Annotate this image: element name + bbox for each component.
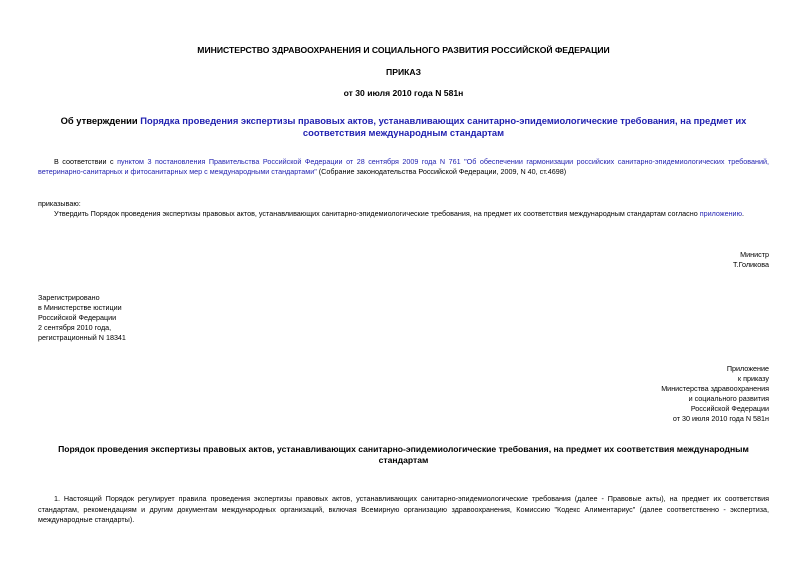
order-subject-prefix: Об утверждении	[60, 115, 141, 126]
appendix-header-block	[661, 364, 769, 424]
order-heading: ПРИКАЗ	[386, 67, 421, 77]
procedure-link[interactable]: Порядка проведения экспертизы правовых актов, устанавливающих санитарно-эпидемиологические требования, на предмет их соответствия международным стандартам	[140, 115, 747, 138]
signer-title: Министр	[740, 250, 769, 259]
registration-block	[38, 293, 126, 343]
appendix-line: Приложение	[726, 364, 769, 373]
signature-block	[733, 250, 769, 270]
government-decree-link[interactable]: пунктом 3 постановления Правительства Российской Федерации от 28 сентября 2009 года N 761 "Об обеспечении гармонизации российских санитарно-эпидемиологических требований, ветеринарно-санитарных и фитосанитарных мер с международными стандартами"	[38, 157, 770, 176]
orders-word: приказываю:	[38, 199, 81, 208]
registration-line: 2 сентября 2010 года,	[38, 323, 112, 332]
appendix-line: Российской Федерации	[690, 404, 769, 413]
appendix-line: от 30 июля 2010 года N 581н	[672, 414, 769, 423]
legal-basis-source: (Собрание законодательства Российской Федерации, 2009, N 40, ст.4698)	[316, 167, 567, 176]
registration-line: Зарегистрировано	[38, 293, 100, 302]
registration-line: регистрационный N 18341	[38, 333, 126, 342]
approve-text: Утвердить Порядок проведения экспертизы правовых актов, устанавливающих санитарно-эпидемиологические требования, на предмет их соответствия международным стандартам согласно	[54, 209, 700, 218]
legal-basis-paragraph	[38, 157, 769, 177]
legal-basis-prefix: В соответствии с	[54, 157, 118, 166]
appendix-link[interactable]: приложению	[699, 209, 742, 218]
approve-end: .	[741, 209, 744, 218]
registration-line: Российской Федерации	[38, 313, 117, 322]
approve-paragraph	[38, 209, 769, 218]
signer-name: Т.Голикова	[732, 260, 769, 269]
appendix-line: и социального развития	[688, 394, 769, 403]
order-date-number: от 30 июля 2010 года N 581н	[343, 88, 464, 98]
ministry-heading: МИНИСТЕРСТВО ЗДРАВООХРАНЕНИЯ И СОЦИАЛЬНОГО РАЗВИТИЯ РОССИЙСКОЙ ФЕДЕРАЦИИ	[197, 45, 610, 55]
order-subject-heading	[40, 115, 767, 139]
appendix-line: к приказу	[737, 374, 769, 383]
procedure-title: Порядок проведения экспертизы правовых актов, устанавливающих санитарно-эпидемиологические требования, на предмет их соответствия международным стандартам	[58, 444, 749, 465]
registration-line: в Министерстве юстиции	[38, 303, 122, 312]
procedure-paragraph-1: 1. Настоящий Порядок регулирует правила проведения экспертизы правовых актов, устанавливающих санитарно-эпидемиологические требования (далее - Правовые акты), на предмет их соответствия стандартам, рекомендациям и другим документам международных организаций, включая Всемирную организацию здравоохранения, Комиссию "Кодекс Алиментариус" (далее соответственно - экспертиза, международные стандарты).	[38, 494, 769, 524]
appendix-line: Министерства здравоохранения	[661, 384, 769, 393]
